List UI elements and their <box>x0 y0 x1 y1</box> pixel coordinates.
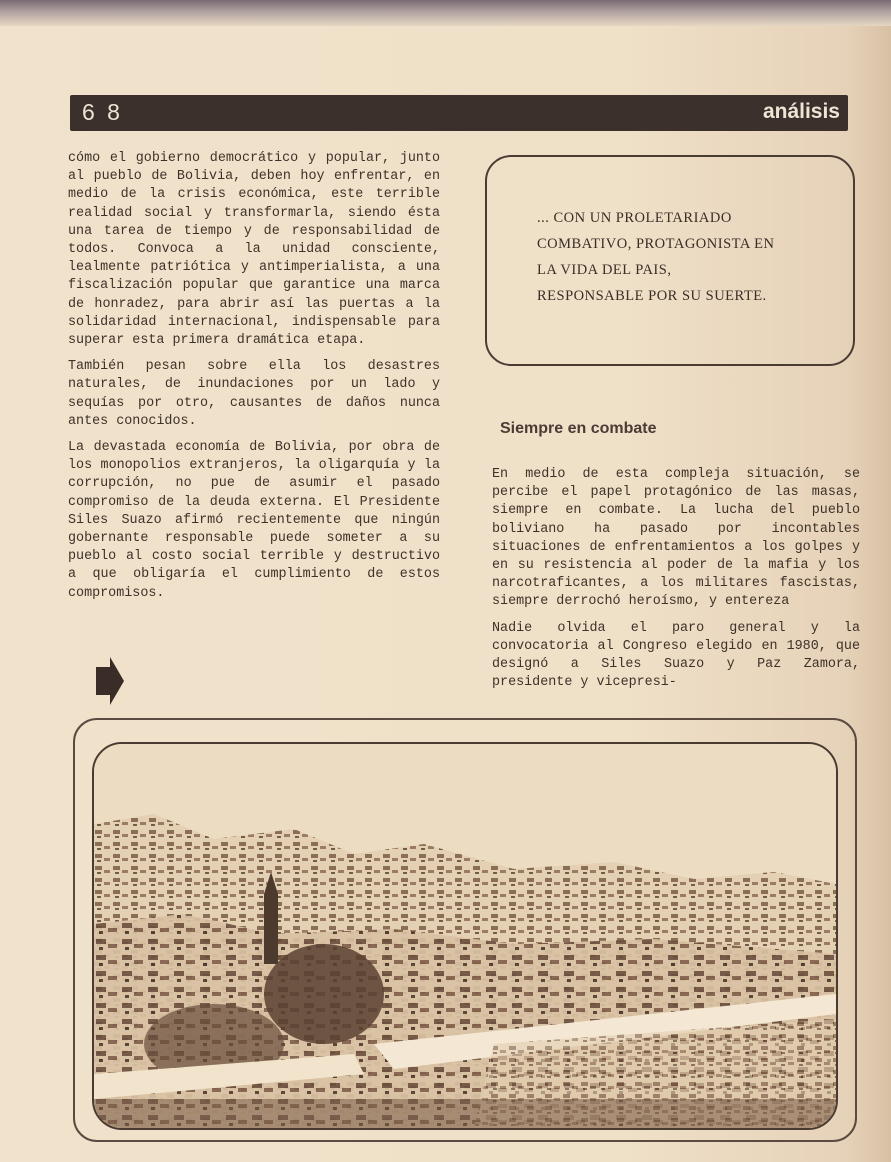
city-photo <box>92 742 838 1130</box>
left-column <box>68 150 440 611</box>
section-title: análisis <box>762 100 840 123</box>
page-number: 6 8 <box>82 99 123 125</box>
section-subheading: Siempre en combate <box>500 420 657 437</box>
city-photo-image <box>94 744 836 1128</box>
arrow-right-icon <box>96 657 124 705</box>
paragraph: También pesan sobre ella los desastres naturales, de inundaciones por un lado y sequías por otro, causantes de daños nunca antes conocidos. <box>68 359 440 429</box>
right-column <box>492 466 860 700</box>
page-header-bar <box>70 95 848 131</box>
paragraph: La devastada economía de Bolivia, por obra de los monopolios extranjeros, la oligarquía y la corrupción, no pue de asumir el pasado compromiso de la deuda externa. El Presidente Siles Suazo afirmó recientemente que ningún gobernante responsable puede someter a su pueblo al costo social terrible y destructivo a que obligaría el cumplimiento de estos compromisos. <box>68 440 440 601</box>
paragraph: cómo el gobierno democrático y popular, junto al pueblo de Bolivia, deben hoy enfrentar, en medio de la crisis económica, este terrible realidad social y transformarla, siendo ésta una tarea de tiempo y de responsabilidad de todos. Convoca a la unidad consciente, lealmente patriótica y antimperialista, a una fiscalización popular que garantice una marca de honradez, para abrir así las puertas a la solidaridad internacional, indispensable para superar esta primera dramática etapa. <box>68 151 440 349</box>
pull-quote-box <box>485 155 855 366</box>
page-top-edge <box>0 0 891 26</box>
pull-quote-text: ... CON UN PROLETARIADO COMBATIVO, PROTAGONISTA EN LA VIDA DEL PAIS, RESPONSABLE POR SU SUERTE. <box>537 210 775 304</box>
paragraph: En medio de esta compleja situación, se percibe el papel protagónico de las masas, siempre en combate. La lucha del pueblo boliviano ha pasado por incontables situaciones de enfrentamientos a los golpes y en su resistencia al poder de la mafia y los narcotraficantes, a los militares fascistas, siempre derrochó heroísmo, y entereza <box>492 467 860 610</box>
paragraph: Nadie olvida el paro general y la convocatoria al Congreso elegido en 1980, que designó a Siles Suazo y Paz Zamora, presidente y vicepresi- <box>492 620 860 691</box>
